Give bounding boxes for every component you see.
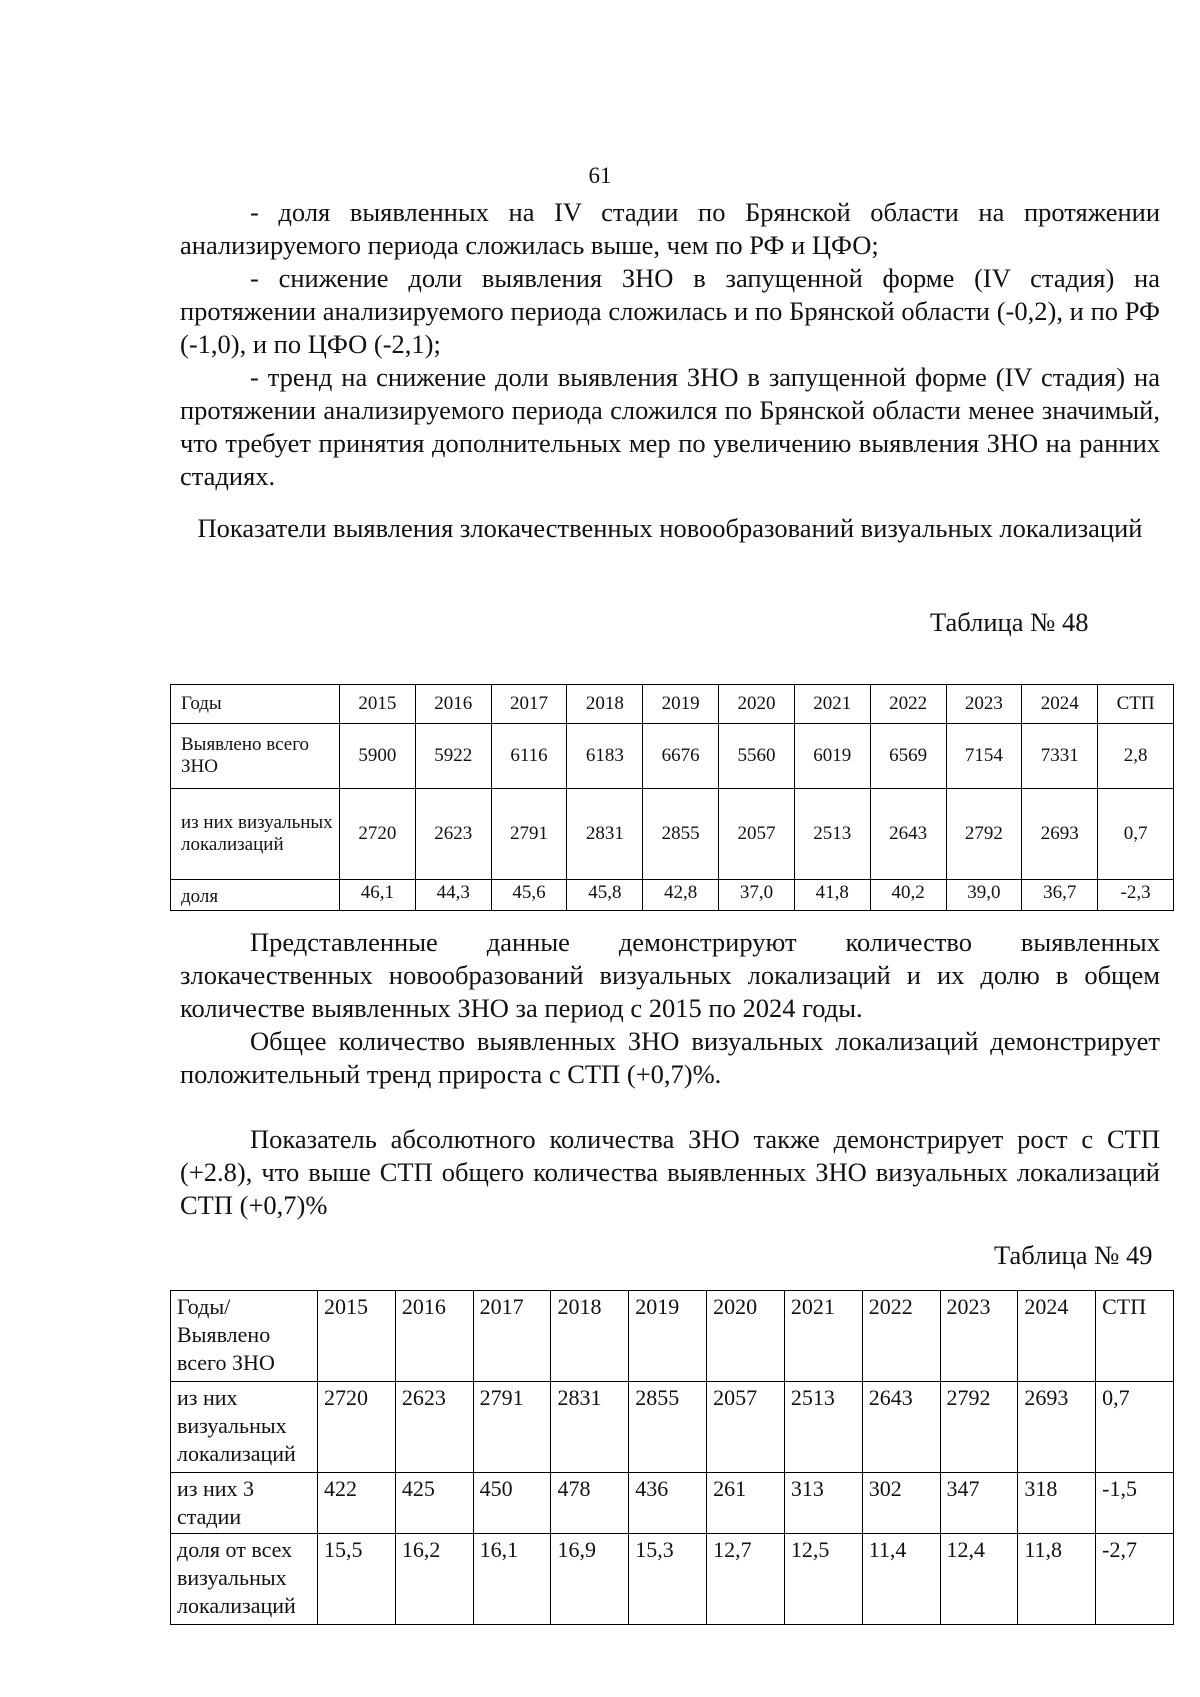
table-cell: 318 [1018,1473,1096,1534]
table-cell: 436 [629,1473,707,1534]
paragraph: Общее количество выявленных ЗНО визуальных локализаций демонстрирует положительный тренд прироста с СТП (+0,7)%. [180,1026,1160,1089]
table-cell: 6183 [567,724,643,789]
table-cell: 2693 [1018,1382,1096,1473]
header-cell: 2017 [491,685,567,724]
table-cell: 12,7 [707,1534,785,1625]
header-cell: 2021 [794,685,870,724]
table-cell: 45,6 [491,880,567,911]
table-cell: 2792 [946,789,1022,880]
table-cell: 450 [473,1473,551,1534]
header-cell: СТП [1098,685,1174,724]
row-label: из них визуальных локализаций [171,789,340,880]
table-cell: 2831 [567,789,643,880]
table-cell: 6676 [643,724,719,789]
table-row [171,1382,1174,1473]
header-cell: 2017 [473,1291,551,1382]
table-cell: 2855 [629,1382,707,1473]
table48-caption: Таблица № 48 [930,607,1089,637]
row-label: Выявлено всего ЗНО [171,724,340,789]
page-number: 61 [588,163,612,188]
table-cell: 2855 [643,789,719,880]
row-label: из них 3 стадии [171,1473,318,1534]
table-header-row [171,1291,1174,1382]
table-cell: 0,7 [1098,789,1174,880]
table-cell: 2720 [318,1382,396,1473]
header-cell: 2024 [1018,1291,1096,1382]
table-cell: 2792 [940,1382,1018,1473]
table-cell: 313 [784,1473,862,1534]
table-cell: 15,5 [318,1534,396,1625]
table-cell: 7154 [946,724,1022,789]
bullet-item: - доля выявленных на IV стадии по Брянской области на протяжении анализируемого периода сложилась выше, чем по РФ и ЦФО; [180,197,1160,260]
header-cell: 2023 [940,1291,1018,1382]
header-cell: 2022 [870,685,946,724]
table-cell: -2,3 [1098,880,1174,911]
table-cell: 261 [707,1473,785,1534]
table-cell: 2831 [551,1382,629,1473]
table-row [171,1473,1174,1534]
table-cell: 2643 [870,789,946,880]
row-label: из них визуальных локализаций [171,1382,318,1473]
row-label: доля от всех визуальных локализаций [171,1534,318,1625]
table-cell: 2057 [719,789,795,880]
table-cell: 2791 [473,1382,551,1473]
header-cell: 2021 [784,1291,862,1382]
header-cell: 2018 [551,1291,629,1382]
header-cell: Годы [171,685,340,724]
paragraph: Показатель абсолютного количества ЗНО также демонстрирует рост с СТП (+2.8), что выше СТП общего количества выявленных ЗНО визуальных локализаций СТП (+0,7)% [180,1124,1160,1220]
table-49 [170,1290,1174,1625]
table-cell: 2513 [784,1382,862,1473]
table-cell: 6116 [491,724,567,789]
table-cell: 2057 [707,1382,785,1473]
section-title: Показатели выявления злокачественных новообразований визуальных локализаций [197,513,1143,543]
bullet-list [180,196,1160,493]
header-cell: 2022 [862,1291,940,1382]
table-cell: 36,7 [1022,880,1098,911]
table-cell: 44,3 [415,880,491,911]
table-48 [170,684,1174,911]
table-cell: 0,7 [1096,1382,1174,1473]
table-cell: -2,7 [1096,1534,1174,1625]
table-cell: 11,4 [862,1534,940,1625]
table-cell: 5560 [719,724,795,789]
table-cell: 12,4 [940,1534,1018,1625]
table-cell: 5922 [415,724,491,789]
header-cell: 2016 [395,1291,473,1382]
header-cell: Годы/ Выявлено всего ЗНО [171,1291,318,1382]
row-label: доля [171,880,340,911]
bullet-item: - снижение доли выявления ЗНО в запущенной форме (IV стадия) на протяжении анализируемого периода сложилась и по Брянской области (-0,2), и по РФ (-1,0), и по ЦФО (-2,1); [180,263,1160,359]
table-cell: 2513 [794,789,870,880]
table-cell: 6569 [870,724,946,789]
table-row [171,880,1174,911]
table-cell: 302 [862,1473,940,1534]
table-cell: 5900 [340,724,416,789]
table-cell: 45,8 [567,880,643,911]
table-cell: 42,8 [643,880,719,911]
table-cell: 39,0 [946,880,1022,911]
table-cell: 2623 [415,789,491,880]
header-cell: 2015 [318,1291,396,1382]
table-row [171,724,1174,789]
header-cell: 2020 [707,1291,785,1382]
table-row [171,789,1174,880]
growth-paragraph [180,1123,1160,1222]
table-cell: 347 [940,1473,1018,1534]
table-cell: 15,3 [629,1534,707,1625]
table49-caption: Таблица № 49 [994,1240,1153,1270]
table-cell: -1,5 [1096,1473,1174,1534]
header-cell: 2018 [567,685,643,724]
table-cell: 2,8 [1098,724,1174,789]
table-cell: 6019 [794,724,870,789]
table-row [171,1534,1174,1625]
header-cell: 2020 [719,685,795,724]
table-cell: 478 [551,1473,629,1534]
table-cell: 7331 [1022,724,1098,789]
header-cell: СТП [1096,1291,1174,1382]
table-cell: 16,2 [395,1534,473,1625]
table-cell: 16,1 [473,1534,551,1625]
table-cell: 46,1 [340,880,416,911]
table-cell: 2623 [395,1382,473,1473]
table-cell: 2791 [491,789,567,880]
table-cell: 2693 [1022,789,1098,880]
summary-paragraphs [180,926,1160,1091]
header-cell: 2023 [946,685,1022,724]
table-cell: 2720 [340,789,416,880]
table-cell: 37,0 [719,880,795,911]
table-cell: 422 [318,1473,396,1534]
table-cell: 40,2 [870,880,946,911]
table-cell: 41,8 [794,880,870,911]
table-cell: 2643 [862,1382,940,1473]
table-cell: 11,8 [1018,1534,1096,1625]
bullet-item: - тренд на снижение доли выявления ЗНО в запущенной форме (IV стадия) на протяжении анализируемого периода сложился по Брянской области менее значимый, что требует принятия дополнительных мер по увеличению выявления ЗНО на ранних стадиях. [180,362,1160,491]
header-cell: 2019 [643,685,719,724]
table-cell: 425 [395,1473,473,1534]
paragraph: Представленные данные демонстрируют количество выявленных злокачественных новообразований визуальных локализаций и их долю в общем количестве выявленных ЗНО за период с 2015 по 2024 годы. [180,927,1160,1023]
table-cell: 12,5 [784,1534,862,1625]
table-cell: 16,9 [551,1534,629,1625]
header-cell: 2016 [415,685,491,724]
header-cell: 2015 [340,685,416,724]
header-cell: 2019 [629,1291,707,1382]
header-cell: 2024 [1022,685,1098,724]
table-header-row [171,685,1174,724]
